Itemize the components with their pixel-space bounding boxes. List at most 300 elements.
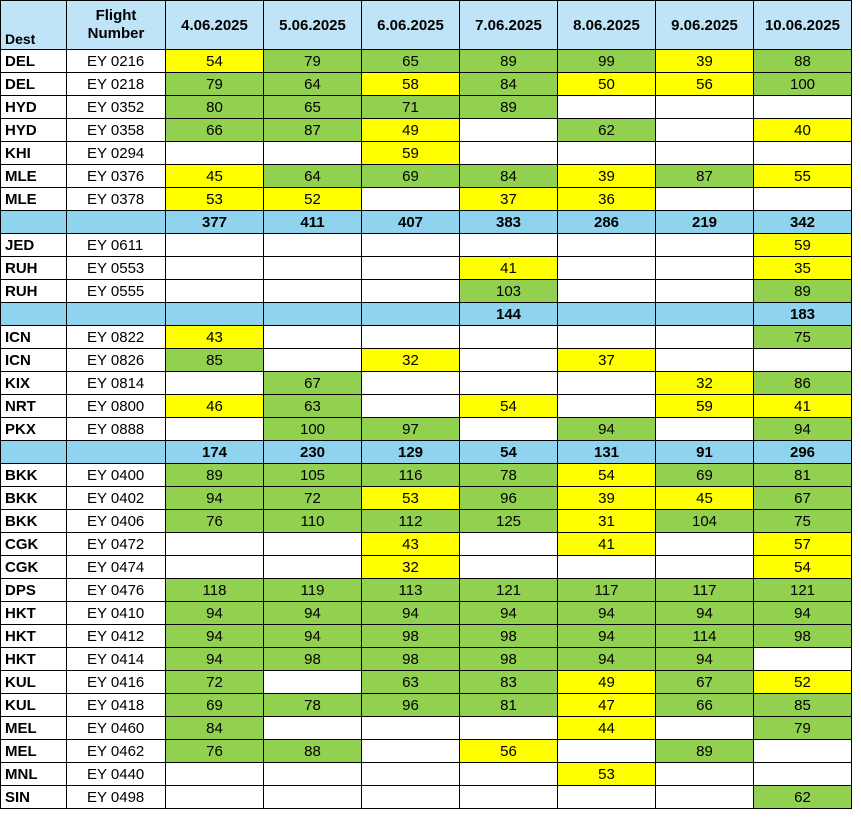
- load-value-cell: 84: [166, 717, 264, 740]
- dest-cell: BKK: [1, 487, 67, 510]
- load-value-cell: 78: [264, 694, 362, 717]
- dest-cell: MNL: [1, 763, 67, 786]
- load-value-cell: 41: [754, 395, 852, 418]
- table-row: [1, 96, 852, 119]
- load-value-cell: 69: [362, 165, 460, 188]
- load-value-cell: [656, 119, 754, 142]
- flight-number-cell: EY 0460: [67, 717, 166, 740]
- load-value-cell: [362, 372, 460, 395]
- load-value-cell: 54: [166, 50, 264, 73]
- load-value-cell: [754, 188, 852, 211]
- table-row: [1, 625, 852, 648]
- load-value-cell: [362, 395, 460, 418]
- load-value-cell: 94: [166, 625, 264, 648]
- load-value-cell: 64: [264, 165, 362, 188]
- load-value-cell: [656, 96, 754, 119]
- load-value-cell: [264, 533, 362, 556]
- load-value-cell: 76: [166, 740, 264, 763]
- load-value-cell: 62: [754, 786, 852, 809]
- flight-number-cell: EY 0611: [67, 234, 166, 257]
- load-value-cell: 98: [460, 625, 558, 648]
- load-value-cell: 125: [460, 510, 558, 533]
- load-value-cell: [362, 188, 460, 211]
- load-value-cell: 54: [754, 556, 852, 579]
- load-value-cell: 32: [362, 349, 460, 372]
- date-header: 8.06.2025: [558, 1, 656, 50]
- load-value-cell: 117: [558, 579, 656, 602]
- load-value-cell: [656, 142, 754, 165]
- load-value-cell: [264, 763, 362, 786]
- load-value-cell: [362, 717, 460, 740]
- subtotal-cell: 174: [166, 441, 264, 464]
- flight-number-cell: EY 0800: [67, 395, 166, 418]
- load-value-cell: 94: [656, 602, 754, 625]
- load-value-cell: [264, 142, 362, 165]
- load-value-cell: 98: [264, 648, 362, 671]
- load-value-cell: [460, 786, 558, 809]
- table-row: [1, 234, 852, 257]
- load-value-cell: [656, 717, 754, 740]
- load-value-cell: 31: [558, 510, 656, 533]
- load-value-cell: [166, 257, 264, 280]
- flight-number-cell: EY 0218: [67, 73, 166, 96]
- subtotal-cell: [362, 303, 460, 326]
- load-value-cell: [558, 326, 656, 349]
- date-header: 9.06.2025: [656, 1, 754, 50]
- subtotal-spacer-cell: [67, 211, 166, 234]
- load-value-cell: [460, 418, 558, 441]
- dest-cell: NRT: [1, 395, 67, 418]
- load-value-cell: 67: [754, 487, 852, 510]
- table-row: [1, 349, 852, 372]
- load-value-cell: [558, 96, 656, 119]
- dest-cell: RUH: [1, 257, 67, 280]
- table-row: [1, 119, 852, 142]
- load-value-cell: [460, 234, 558, 257]
- flight-number-cell: EY 0414: [67, 648, 166, 671]
- dest-cell: HKT: [1, 625, 67, 648]
- load-value-cell: 64: [264, 73, 362, 96]
- load-value-cell: [656, 786, 754, 809]
- load-value-cell: [264, 349, 362, 372]
- load-value-cell: [166, 234, 264, 257]
- load-value-cell: 85: [754, 694, 852, 717]
- flight-number-cell: EY 0410: [67, 602, 166, 625]
- load-value-cell: [460, 372, 558, 395]
- subtotal-cell: 411: [264, 211, 362, 234]
- load-value-cell: 114: [656, 625, 754, 648]
- dest-cell: DEL: [1, 73, 67, 96]
- load-value-cell: 94: [558, 648, 656, 671]
- load-value-cell: 96: [460, 487, 558, 510]
- flight-number-cell: EY 0826: [67, 349, 166, 372]
- subtotal-cell: 183: [754, 303, 852, 326]
- load-value-cell: 113: [362, 579, 460, 602]
- subtotal-cell: 129: [362, 441, 460, 464]
- load-value-cell: 72: [264, 487, 362, 510]
- load-value-cell: [460, 142, 558, 165]
- load-value-cell: 59: [754, 234, 852, 257]
- load-value-cell: 72: [166, 671, 264, 694]
- load-value-cell: 47: [558, 694, 656, 717]
- load-value-cell: 71: [362, 96, 460, 119]
- load-value-cell: 49: [558, 671, 656, 694]
- load-value-cell: 94: [460, 602, 558, 625]
- flight-number-cell: EY 0352: [67, 96, 166, 119]
- load-value-cell: 49: [362, 119, 460, 142]
- dest-cell: ICN: [1, 349, 67, 372]
- load-value-cell: [656, 188, 754, 211]
- load-value-cell: 39: [656, 50, 754, 73]
- load-value-cell: 83: [460, 671, 558, 694]
- load-value-cell: [656, 349, 754, 372]
- dest-cell: ICN: [1, 326, 67, 349]
- load-value-cell: 94: [754, 602, 852, 625]
- load-value-cell: 94: [558, 625, 656, 648]
- load-value-cell: [264, 326, 362, 349]
- dest-cell: MLE: [1, 165, 67, 188]
- load-value-cell: 81: [754, 464, 852, 487]
- table-row: [1, 257, 852, 280]
- load-value-cell: [460, 119, 558, 142]
- subtotal-cell: [558, 303, 656, 326]
- subtotal-cell: 91: [656, 441, 754, 464]
- load-value-cell: [264, 234, 362, 257]
- load-value-cell: 56: [460, 740, 558, 763]
- load-value-cell: 53: [362, 487, 460, 510]
- subtotal-cell: 230: [264, 441, 362, 464]
- load-value-cell: [460, 556, 558, 579]
- load-value-cell: [166, 786, 264, 809]
- load-value-cell: 98: [362, 648, 460, 671]
- subtotal-cell: 54: [460, 441, 558, 464]
- load-value-cell: 67: [264, 372, 362, 395]
- table-row: [1, 372, 852, 395]
- load-value-cell: [460, 326, 558, 349]
- table-row: [1, 648, 852, 671]
- table-row: [1, 579, 852, 602]
- load-value-cell: [362, 280, 460, 303]
- table-row: [1, 533, 852, 556]
- load-value-cell: [166, 142, 264, 165]
- load-value-cell: [558, 257, 656, 280]
- flight-number-cell: EY 0400: [67, 464, 166, 487]
- subtotal-cell: 144: [460, 303, 558, 326]
- load-value-cell: 121: [754, 579, 852, 602]
- load-value-cell: 94: [558, 418, 656, 441]
- load-value-cell: 63: [264, 395, 362, 418]
- flight-number-cell: EY 0498: [67, 786, 166, 809]
- load-value-cell: 53: [166, 188, 264, 211]
- table-row: [1, 786, 852, 809]
- load-value-cell: 54: [460, 395, 558, 418]
- load-value-cell: 98: [460, 648, 558, 671]
- load-value-cell: 46: [166, 395, 264, 418]
- subtotal-row: [1, 441, 852, 464]
- load-value-cell: 41: [460, 257, 558, 280]
- load-value-cell: [754, 96, 852, 119]
- subtotal-cell: 286: [558, 211, 656, 234]
- load-value-cell: 41: [558, 533, 656, 556]
- load-value-cell: 55: [754, 165, 852, 188]
- load-value-cell: 32: [656, 372, 754, 395]
- load-value-cell: [754, 142, 852, 165]
- load-value-cell: [754, 763, 852, 786]
- load-value-cell: [656, 326, 754, 349]
- load-value-cell: [754, 648, 852, 671]
- dest-cell: MLE: [1, 188, 67, 211]
- load-value-cell: [754, 740, 852, 763]
- date-header: 6.06.2025: [362, 1, 460, 50]
- dest-cell: BKK: [1, 464, 67, 487]
- load-value-cell: 98: [754, 625, 852, 648]
- load-value-cell: [362, 234, 460, 257]
- load-value-cell: 75: [754, 510, 852, 533]
- load-value-cell: [166, 418, 264, 441]
- table-row: [1, 464, 852, 487]
- flight-number-cell: EY 0553: [67, 257, 166, 280]
- dest-cell: DEL: [1, 50, 67, 73]
- load-value-cell: 36: [558, 188, 656, 211]
- flight-number-cell: EY 0376: [67, 165, 166, 188]
- load-value-cell: 87: [656, 165, 754, 188]
- dest-cell: MEL: [1, 740, 67, 763]
- load-value-cell: [166, 533, 264, 556]
- load-value-cell: 116: [362, 464, 460, 487]
- dest-header: Dest: [1, 1, 67, 50]
- load-value-cell: [166, 280, 264, 303]
- load-value-cell: [656, 257, 754, 280]
- load-value-cell: 66: [166, 119, 264, 142]
- load-value-cell: 58: [362, 73, 460, 96]
- load-value-cell: 39: [558, 165, 656, 188]
- load-value-cell: 44: [558, 717, 656, 740]
- load-value-cell: 52: [754, 671, 852, 694]
- flight-number-cell: EY 0472: [67, 533, 166, 556]
- flight-number-cell: EY 0216: [67, 50, 166, 73]
- table-row: [1, 671, 852, 694]
- load-value-cell: 89: [460, 50, 558, 73]
- dest-cell: KIX: [1, 372, 67, 395]
- subtotal-cell: [264, 303, 362, 326]
- subtotal-spacer-cell: [1, 211, 67, 234]
- load-value-cell: [362, 257, 460, 280]
- load-value-cell: 100: [264, 418, 362, 441]
- load-value-cell: [264, 671, 362, 694]
- table-row: [1, 487, 852, 510]
- load-value-cell: 85: [166, 349, 264, 372]
- load-value-cell: [166, 372, 264, 395]
- load-value-cell: [558, 740, 656, 763]
- load-value-cell: 100: [754, 73, 852, 96]
- load-value-cell: 79: [754, 717, 852, 740]
- table-row: [1, 395, 852, 418]
- load-value-cell: 59: [656, 395, 754, 418]
- load-value-cell: 89: [166, 464, 264, 487]
- table-row: [1, 717, 852, 740]
- load-value-cell: 117: [656, 579, 754, 602]
- load-value-cell: 45: [656, 487, 754, 510]
- load-value-cell: 99: [558, 50, 656, 73]
- load-value-cell: 94: [656, 648, 754, 671]
- load-value-cell: 94: [754, 418, 852, 441]
- load-value-cell: [656, 418, 754, 441]
- dest-cell: DPS: [1, 579, 67, 602]
- load-value-cell: 62: [558, 119, 656, 142]
- table-body: [1, 50, 852, 809]
- flight-number-cell: EY 0418: [67, 694, 166, 717]
- subtotal-spacer-cell: [1, 441, 67, 464]
- table-row: [1, 188, 852, 211]
- table-row: [1, 602, 852, 625]
- load-value-cell: 89: [656, 740, 754, 763]
- date-header: 4.06.2025: [166, 1, 264, 50]
- load-value-cell: [362, 786, 460, 809]
- load-value-cell: 104: [656, 510, 754, 533]
- load-value-cell: 37: [558, 349, 656, 372]
- dest-cell: PKX: [1, 418, 67, 441]
- load-value-cell: 40: [754, 119, 852, 142]
- load-value-cell: 97: [362, 418, 460, 441]
- load-value-cell: 121: [460, 579, 558, 602]
- load-value-cell: 43: [362, 533, 460, 556]
- dest-cell: KUL: [1, 671, 67, 694]
- flight-number-cell: EY 0406: [67, 510, 166, 533]
- load-value-cell: 94: [166, 648, 264, 671]
- subtotal-cell: 219: [656, 211, 754, 234]
- flight-number-cell: EY 0476: [67, 579, 166, 602]
- load-value-cell: [460, 349, 558, 372]
- table-row: [1, 418, 852, 441]
- load-value-cell: 57: [754, 533, 852, 556]
- load-value-cell: [558, 395, 656, 418]
- dest-cell: JED: [1, 234, 67, 257]
- load-value-cell: [558, 142, 656, 165]
- dest-cell: CGK: [1, 533, 67, 556]
- dest-cell: CGK: [1, 556, 67, 579]
- load-value-cell: [656, 763, 754, 786]
- date-header: 10.06.2025: [754, 1, 852, 50]
- load-value-cell: 65: [362, 50, 460, 73]
- load-value-cell: 88: [754, 50, 852, 73]
- load-value-cell: 118: [166, 579, 264, 602]
- date-header: 7.06.2025: [460, 1, 558, 50]
- load-value-cell: [264, 257, 362, 280]
- flight-number-cell: EY 0294: [67, 142, 166, 165]
- load-value-cell: [460, 763, 558, 786]
- dest-cell: HKT: [1, 648, 67, 671]
- load-value-cell: 35: [754, 257, 852, 280]
- subtotal-spacer-cell: [1, 303, 67, 326]
- table-row: [1, 740, 852, 763]
- load-value-cell: 84: [460, 165, 558, 188]
- dest-cell: HYD: [1, 119, 67, 142]
- load-value-cell: 63: [362, 671, 460, 694]
- load-value-cell: 103: [460, 280, 558, 303]
- load-value-cell: 59: [362, 142, 460, 165]
- load-value-cell: 94: [362, 602, 460, 625]
- flight-number-cell: EY 0358: [67, 119, 166, 142]
- subtotal-row: [1, 211, 852, 234]
- load-value-cell: [362, 740, 460, 763]
- load-value-cell: 119: [264, 579, 362, 602]
- table-row: [1, 556, 852, 579]
- subtotal-cell: [656, 303, 754, 326]
- load-value-cell: 54: [558, 464, 656, 487]
- load-value-cell: [264, 786, 362, 809]
- load-value-cell: [264, 280, 362, 303]
- load-value-cell: [558, 372, 656, 395]
- subtotal-cell: 296: [754, 441, 852, 464]
- flight-number-cell: EY 0555: [67, 280, 166, 303]
- load-value-cell: [460, 717, 558, 740]
- table-row: [1, 763, 852, 786]
- load-value-cell: [166, 556, 264, 579]
- load-value-cell: 80: [166, 96, 264, 119]
- flight-number-cell: EY 0822: [67, 326, 166, 349]
- flight-number-header: Flight Number: [67, 1, 166, 50]
- flight-number-cell: EY 0412: [67, 625, 166, 648]
- load-value-cell: 88: [264, 740, 362, 763]
- load-value-cell: [656, 556, 754, 579]
- load-value-cell: [656, 533, 754, 556]
- load-value-cell: [264, 717, 362, 740]
- dest-cell: HYD: [1, 96, 67, 119]
- load-value-cell: 32: [362, 556, 460, 579]
- flight-number-cell: EY 0814: [67, 372, 166, 395]
- load-value-cell: 89: [754, 280, 852, 303]
- load-value-cell: 112: [362, 510, 460, 533]
- dest-cell: MEL: [1, 717, 67, 740]
- table-row: [1, 165, 852, 188]
- load-value-cell: [264, 556, 362, 579]
- subtotal-cell: 342: [754, 211, 852, 234]
- load-value-cell: 66: [656, 694, 754, 717]
- load-value-cell: [558, 786, 656, 809]
- load-value-cell: [362, 763, 460, 786]
- subtotal-cell: 131: [558, 441, 656, 464]
- load-value-cell: 96: [362, 694, 460, 717]
- load-value-cell: 65: [264, 96, 362, 119]
- table-row: [1, 694, 852, 717]
- load-value-cell: 87: [264, 119, 362, 142]
- subtotal-cell: [166, 303, 264, 326]
- subtotal-row: [1, 303, 852, 326]
- table-row: [1, 50, 852, 73]
- table-row: [1, 280, 852, 303]
- dest-cell: HKT: [1, 602, 67, 625]
- load-value-cell: 94: [166, 487, 264, 510]
- load-value-cell: [558, 280, 656, 303]
- dest-cell: KHI: [1, 142, 67, 165]
- load-value-cell: 105: [264, 464, 362, 487]
- load-value-cell: 79: [166, 73, 264, 96]
- flight-number-cell: EY 0474: [67, 556, 166, 579]
- load-value-cell: 94: [166, 602, 264, 625]
- subtotal-spacer-cell: [67, 441, 166, 464]
- dest-cell: BKK: [1, 510, 67, 533]
- load-value-cell: [362, 326, 460, 349]
- load-value-cell: [558, 556, 656, 579]
- flight-number-cell: EY 0440: [67, 763, 166, 786]
- table-row: [1, 73, 852, 96]
- load-value-cell: 52: [264, 188, 362, 211]
- load-value-cell: 37: [460, 188, 558, 211]
- dest-cell: KUL: [1, 694, 67, 717]
- flight-number-cell: EY 0462: [67, 740, 166, 763]
- load-value-cell: 79: [264, 50, 362, 73]
- load-value-cell: 53: [558, 763, 656, 786]
